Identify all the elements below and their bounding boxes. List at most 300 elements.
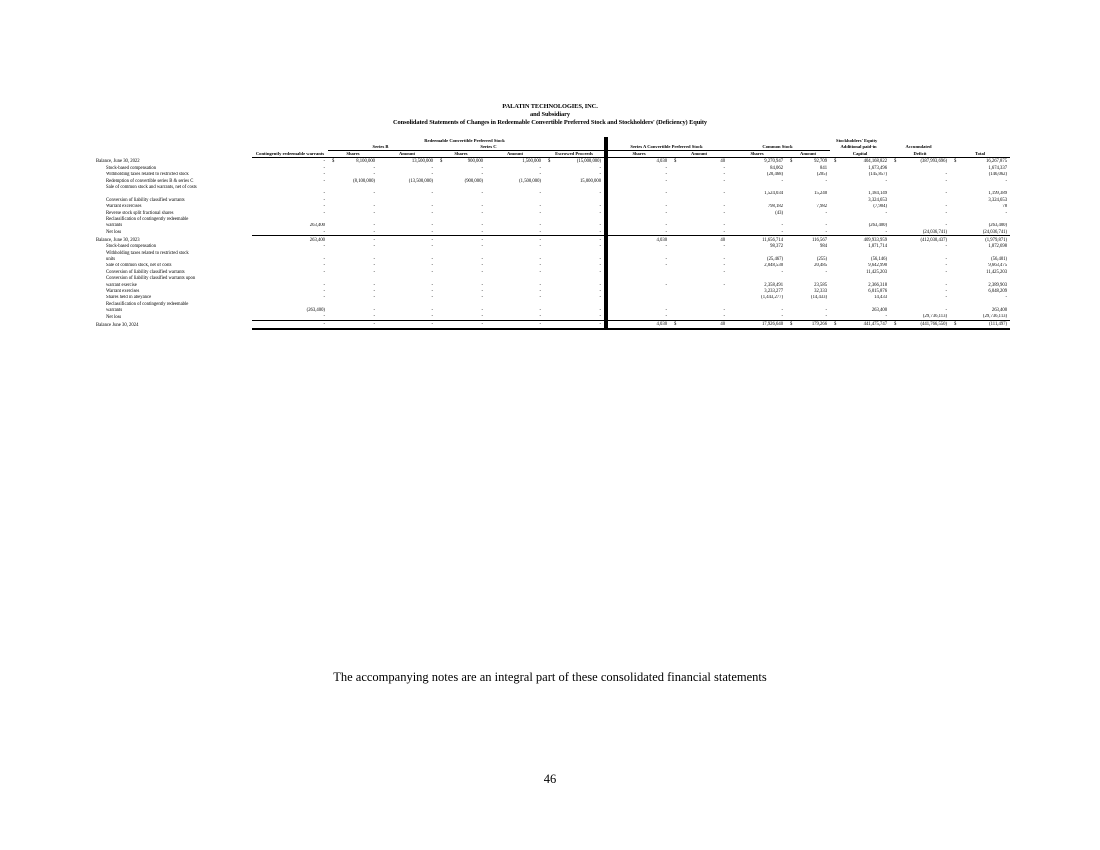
row-label: Balance, June 30, 2023 (96, 237, 140, 243)
cell-text: (25,467) (767, 256, 784, 262)
cell-text: - (599, 244, 602, 250)
cell-text: (43) (775, 210, 784, 216)
cell-value (486, 158, 544, 166)
cell-text: - (539, 191, 541, 197)
cell-text: 116,567 (811, 237, 828, 243)
table-row (96, 236, 1010, 244)
cell-text: - (885, 314, 888, 320)
row-label: Warrant excercises (106, 204, 142, 210)
cell-text: - (539, 244, 541, 250)
cell-text: (255) (816, 256, 828, 262)
row-label: Sale of common stock and warrants, net of costs (106, 185, 197, 191)
cell-text: - (665, 256, 668, 262)
cell-value (436, 314, 486, 321)
cell-text: - (945, 191, 948, 197)
cell-text: (263,400) (306, 308, 325, 314)
cell-text: - (373, 282, 375, 288)
cell-text: - (373, 269, 375, 275)
cell-text: - (539, 237, 541, 243)
currency-symbol: $ (790, 159, 793, 165)
cell-text: - (431, 295, 433, 301)
cell-text: - (539, 322, 541, 328)
cell-value (378, 158, 436, 166)
cell-text: - (539, 282, 541, 288)
cell-text: - (373, 314, 375, 320)
col-total: Total (950, 150, 1010, 157)
cell-text: - (723, 229, 726, 235)
cell-value (890, 236, 950, 244)
cell-text: - (723, 308, 726, 314)
cell-value (544, 229, 606, 236)
cell-text: (900,000) (464, 178, 483, 184)
column-header-row (96, 150, 1010, 157)
cell-value (830, 229, 890, 236)
currency-symbol: $ (894, 322, 897, 328)
cell-text: - (539, 314, 541, 320)
cell-text: - (945, 172, 948, 178)
cell-text: - (539, 269, 541, 275)
cell-text: - (431, 204, 433, 210)
cell-text: 441,475,747 (863, 322, 888, 328)
stockholders-equity-header: Stockholders' Equity (836, 137, 878, 143)
cell-value (544, 158, 606, 166)
cell-text: 263,400 (309, 237, 325, 243)
cell-text: 2,366,318 (868, 282, 888, 288)
row-label: Reclassification of contingently redeemable (106, 216, 189, 222)
cell-text: 16,267,875 (985, 159, 1008, 165)
row-label: Warrant exercises (106, 288, 140, 294)
row-label: Stock-based compensation (106, 244, 157, 250)
cell-text: - (539, 295, 541, 301)
cell-text: - (373, 237, 375, 243)
cell-text: - (945, 269, 948, 275)
row-label: units (106, 256, 116, 262)
cell-text: - (945, 223, 948, 229)
cell-value (786, 229, 830, 236)
cell-value (670, 229, 728, 236)
redeemable-preferred-header: Redeemable Convertible Preferred Stock (424, 137, 505, 143)
cell-text: (24,036,741) (982, 229, 1008, 235)
cell-text: - (781, 308, 784, 314)
currency-symbol: $ (674, 322, 677, 328)
cell-value (252, 158, 328, 166)
cell-text: 409,933,959 (863, 237, 888, 243)
cell-text: - (323, 172, 325, 178)
cell-text: - (431, 210, 433, 216)
cell-text: - (373, 223, 375, 229)
cell-text: - (665, 165, 668, 171)
row-label: Conversion of liability classified warrants (106, 197, 185, 203)
cell-text: - (723, 263, 726, 269)
cell-text: - (825, 178, 828, 184)
table-body (96, 137, 1010, 329)
cell-text: - (723, 210, 726, 216)
col-escrowed: Escrowed Proceeds (544, 150, 606, 157)
company-name: PALATIN TECHNOLOGIES, INC. (502, 103, 598, 110)
row-label: Stock-based compensation (106, 165, 157, 171)
cell-value (950, 158, 1010, 166)
cell-text: (387,993,696) (920, 159, 948, 165)
cell-text: - (723, 256, 726, 262)
cell-text: - (665, 204, 668, 210)
cell-text: - (945, 204, 948, 210)
cell-text: 11,425,203 (866, 269, 888, 275)
cell-text: - (373, 244, 375, 250)
cell-text: (7,904) (873, 204, 888, 210)
cell-value (830, 158, 890, 166)
cell-text: (412,030,437) (920, 237, 948, 243)
cell-value (950, 229, 1010, 236)
currency-symbol: $ (674, 159, 677, 165)
cell-text: - (665, 172, 668, 178)
cell-text: - (945, 288, 948, 294)
table-row (96, 321, 1010, 330)
cell-text: - (599, 172, 602, 178)
cell-text: - (539, 263, 541, 269)
cell-text: - (599, 229, 602, 235)
cell-text: (56,146) (871, 256, 888, 262)
cell-text: 798,182 (767, 204, 784, 210)
cell-text: - (599, 308, 602, 314)
cell-text: 3,233,277 (764, 288, 784, 294)
cell-text: 20,485 (814, 263, 828, 269)
cell-text: - (665, 263, 668, 269)
cell-text: 9,663,475 (988, 263, 1008, 269)
cell-text: - (323, 314, 325, 320)
cell-text: - (431, 172, 433, 178)
cell-text: - (945, 244, 948, 250)
apic-header: Additional paid-in (840, 144, 877, 150)
cell-text: - (481, 256, 483, 262)
cell-text: - (885, 210, 888, 216)
cell-text: - (945, 295, 948, 301)
row-label: Reclassification of contingently redeemable (106, 301, 189, 307)
series-c-header: Series C (436, 143, 544, 150)
cell-text: 17,926,640 (761, 322, 784, 328)
cell-text: 32,333 (814, 288, 828, 294)
cell-text: - (431, 256, 433, 262)
cell-text: - (431, 269, 433, 275)
cell-text: - (431, 191, 433, 197)
cell-value (252, 321, 328, 330)
row-label: warrant exercise (106, 282, 137, 288)
cell-text: - (945, 263, 948, 269)
col-a-shares: Shares (606, 150, 670, 157)
cell-text: - (323, 210, 325, 216)
footnote: The accompanying notes are an integral part of these consolidated financial statements (333, 670, 767, 684)
cell-value (328, 236, 378, 244)
cell-value (728, 236, 786, 244)
cell-text: - (599, 237, 602, 243)
table-row (96, 314, 1010, 321)
cell-text: - (481, 191, 483, 197)
cell-text: - (599, 282, 602, 288)
cell-text: - (599, 165, 602, 171)
row-label: Withholding taxes related to restricted stock (106, 250, 189, 256)
cell-text: - (723, 314, 726, 320)
cell-text: 92,709 (814, 159, 828, 165)
cell-text: - (599, 191, 602, 197)
cell-text: (441,766,550) (920, 322, 948, 328)
cell-text: - (945, 256, 948, 262)
currency-symbol: $ (440, 159, 443, 165)
cell-text: - (481, 172, 483, 178)
statement-title: Consolidated Statements of Changes in Redeemable Convertible Preferred Stock and Stockholders' (Deficiency) Equity (393, 119, 707, 126)
cell-text: (1,443,277) (761, 295, 784, 301)
cell-text: (263,400) (988, 223, 1008, 229)
cell-text: - (723, 269, 726, 275)
cell-text: - (431, 165, 433, 171)
cell-text: (1,500,000) (519, 178, 541, 184)
currency-symbol: $ (954, 159, 957, 165)
common-stock-header: Common Stock (728, 143, 830, 150)
cell-value (950, 321, 1010, 330)
cell-value (890, 314, 950, 321)
cell-text: - (825, 269, 828, 275)
cell-text: (13,500,000) (408, 178, 433, 184)
cell-text: 84,062 (770, 165, 784, 171)
cell-text: (146,062) (988, 172, 1008, 178)
cell-text: - (323, 178, 325, 184)
cell-value (328, 158, 378, 166)
cell-text: - (723, 172, 726, 178)
cell-value (436, 158, 486, 166)
cell-text: (1,979,871) (985, 237, 1008, 243)
cell-text: 1,524,034 (764, 191, 784, 197)
cell-value (728, 321, 786, 330)
cell-value (486, 236, 544, 244)
cell-text: - (373, 256, 375, 262)
page-number: 46 (543, 772, 557, 786)
row-label: Redemption of convertible series B & series C (106, 178, 194, 184)
cell-text: - (723, 178, 726, 184)
cell-value (670, 236, 728, 244)
cell-text: - (825, 210, 828, 216)
cell-text: - (481, 263, 483, 269)
cell-text: 2,389,903 (988, 282, 1008, 288)
cell-text: 23,585 (814, 282, 828, 288)
currency-symbol: $ (790, 322, 793, 328)
cell-text: - (781, 314, 784, 320)
cell-text: - (481, 295, 483, 301)
cell-text: - (323, 229, 325, 235)
cell-value (890, 321, 950, 330)
series-a-header: Series A Convertible Preferred Stock (606, 143, 728, 150)
cell-value (378, 236, 436, 244)
cell-text: - (665, 308, 668, 314)
cell-text: - (373, 308, 375, 314)
cell-text: 3,324,653 (868, 197, 888, 203)
cell-text: - (599, 204, 602, 210)
cell-text: - (825, 223, 828, 229)
cell-text: - (323, 282, 325, 288)
cell-text: - (481, 229, 483, 235)
row-label: Balance, June 30, 2022 (96, 159, 140, 165)
col-a-amount: Amount (670, 150, 728, 157)
cell-text: - (481, 288, 483, 294)
row-label: Shares held in abeyance (106, 295, 152, 301)
col-cs-shares: Shares (728, 150, 786, 157)
cell-text: 1,872,698 (988, 244, 1008, 250)
cell-text: - (373, 263, 375, 269)
cell-text: - (323, 269, 325, 275)
row-label: Net loss (106, 314, 122, 320)
cell-text: 263,400 (309, 223, 325, 229)
cell-text: - (599, 295, 602, 301)
row-label: Reverse stock split fractional shares (106, 210, 174, 216)
cell-text: - (599, 263, 602, 269)
cell-text: - (431, 263, 433, 269)
cell-value (670, 158, 728, 166)
cell-text: 40 (720, 237, 726, 243)
cell-text: - (665, 244, 668, 250)
row-label: Net loss (106, 230, 122, 236)
cell-text: - (323, 244, 325, 250)
cell-text: 9,270,947 (764, 159, 784, 165)
cell-text: - (323, 263, 325, 269)
equity-statement-table-container (96, 137, 1010, 330)
cell-text: - (825, 314, 828, 320)
cell-text: (29,736,113) (923, 314, 948, 320)
cell-text: 1,674,337 (988, 165, 1008, 171)
cell-value (486, 229, 544, 236)
cell-text: - (599, 314, 602, 320)
cell-value (328, 314, 378, 321)
cell-text: (56,401) (991, 256, 1008, 262)
cell-text: - (373, 288, 375, 294)
cell-text: 6,015,876 (868, 288, 888, 294)
cell-value (950, 314, 1010, 321)
cell-text: - (665, 282, 668, 288)
cell-text: (111,497) (989, 322, 1008, 328)
cell-text: - (323, 197, 325, 203)
cell-text: - (431, 314, 433, 320)
cell-value (486, 321, 544, 330)
cell-text: - (431, 322, 433, 328)
col-cs-amount: Amount (786, 150, 830, 157)
cell-text: 8,100,000 (356, 159, 375, 165)
cell-text: - (323, 159, 325, 165)
cell-text: - (539, 229, 541, 235)
cell-text: 9,642,990 (868, 263, 888, 269)
cell-text: (20,468) (767, 172, 784, 178)
cell-text: - (723, 165, 726, 171)
cell-text: - (481, 282, 483, 288)
cell-value (328, 321, 378, 330)
cell-text: - (781, 269, 784, 275)
cell-text: - (373, 229, 375, 235)
cell-text: 7,982 (816, 204, 828, 210)
cell-text: - (323, 165, 325, 171)
cell-text: - (599, 256, 602, 262)
cell-text: - (723, 204, 726, 210)
cell-text: - (825, 229, 828, 235)
cell-text: - (431, 308, 433, 314)
cell-text: - (323, 288, 325, 294)
cell-value (728, 229, 786, 236)
cell-text: (263,400) (868, 223, 888, 229)
cell-text: - (723, 191, 726, 197)
cell-text: - (373, 204, 375, 210)
cell-value (670, 314, 728, 321)
currency-symbol: $ (954, 322, 957, 328)
cell-text: 4,030 (656, 322, 668, 328)
series-b-header: Series B (328, 143, 436, 150)
cell-value (606, 158, 670, 166)
cell-text: 11,656,714 (762, 237, 784, 243)
cell-text: - (945, 178, 948, 184)
cell-text: - (539, 210, 541, 216)
cell-text: - (665, 229, 668, 235)
col-b-shares: Shares (328, 150, 378, 157)
cell-text: 900,000 (467, 159, 483, 165)
cell-text: - (599, 210, 602, 216)
cell-text: - (665, 223, 668, 229)
cell-text: 2,358,491 (764, 282, 784, 288)
cell-text: 1,500,000 (522, 159, 541, 165)
cell-text: 4,030 (656, 159, 668, 165)
cell-text: (145,857) (868, 172, 888, 178)
row-label: warrants (106, 223, 123, 229)
cell-text: - (665, 314, 668, 320)
cell-text: 11,425,203 (986, 269, 1008, 275)
cell-text: - (539, 172, 541, 178)
subsidiary-line: and Subsidiary (530, 111, 570, 118)
cell-text: - (599, 269, 602, 275)
currency-symbol: $ (548, 159, 551, 165)
cell-value (436, 229, 486, 236)
cell-value (606, 236, 670, 244)
currency-symbol: $ (834, 159, 837, 165)
col-c-amount: Amount (486, 150, 544, 157)
cell-value (544, 236, 606, 244)
currency-symbol: $ (332, 159, 335, 165)
cell-text: - (481, 223, 483, 229)
cell-value (544, 321, 606, 330)
cell-value (830, 236, 890, 244)
cell-value (606, 314, 670, 321)
cell-text: 78 (1002, 204, 1008, 210)
cell-text: (15,000,000) (576, 159, 602, 165)
cell-text: - (1005, 295, 1008, 301)
cell-text: - (885, 178, 888, 184)
cell-value (544, 314, 606, 321)
cell-value (606, 321, 670, 330)
cell-text: - (323, 295, 325, 301)
cell-text: - (481, 322, 483, 328)
cell-text: - (539, 223, 541, 229)
cell-text: - (1005, 178, 1008, 184)
cell-text: 15,000,000 (579, 178, 602, 184)
cell-text: - (1005, 210, 1008, 216)
cell-text: 263,400 (871, 308, 888, 314)
cell-value (890, 158, 950, 166)
cell-value (830, 321, 890, 330)
cell-text: - (665, 178, 668, 184)
cell-text: - (723, 282, 726, 288)
cell-text: - (599, 322, 602, 328)
cell-text: - (945, 308, 948, 314)
cell-text: - (539, 165, 541, 171)
cell-text: 404,168,822 (863, 159, 888, 165)
cell-text: 13,500,000 (411, 159, 433, 165)
cell-text: - (431, 288, 433, 294)
cell-text: - (781, 223, 784, 229)
cell-text: - (431, 229, 433, 235)
cell-value (378, 229, 436, 236)
col-capital: Capital (830, 150, 890, 157)
cell-text: - (665, 191, 668, 197)
